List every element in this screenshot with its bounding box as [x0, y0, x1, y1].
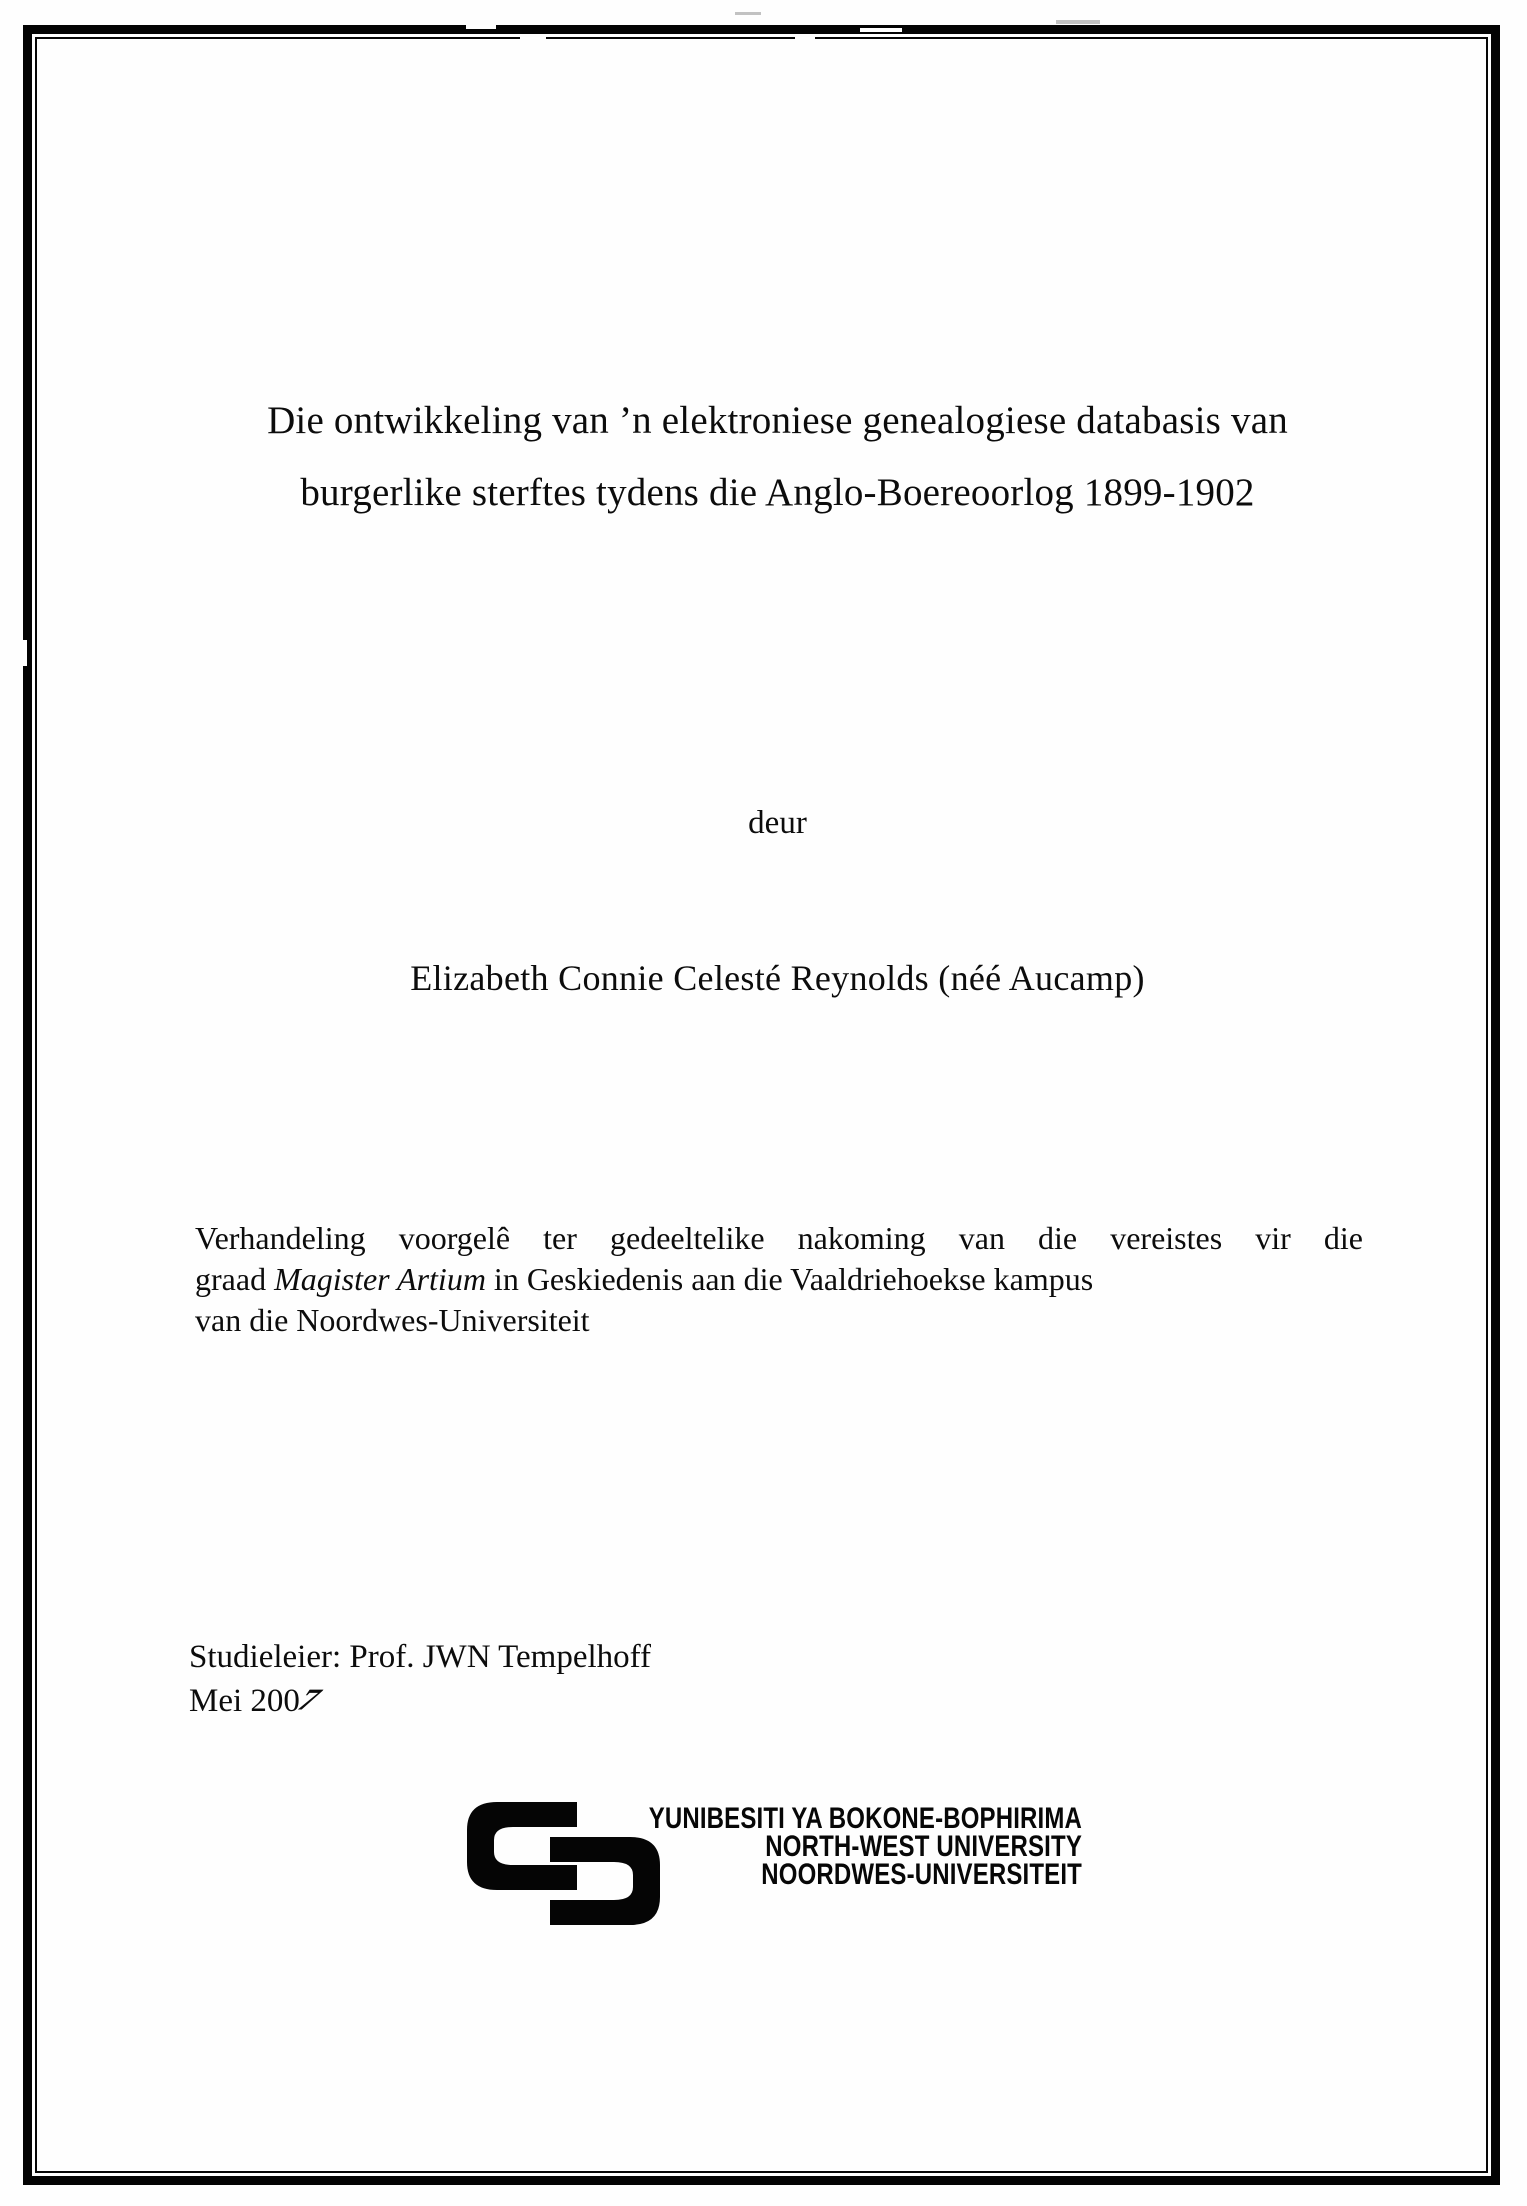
scan-artifact [466, 25, 496, 29]
page-content [37, 39, 1486, 2171]
date-last-digit: 7 [289, 1683, 329, 1717]
thesis-title [69, 385, 1486, 529]
degree-statement [195, 1218, 1363, 1341]
degree-name-italic: Magister Artium [274, 1261, 486, 1297]
page-border-outer [23, 25, 1500, 2185]
scan-artifact [860, 28, 902, 32]
byline-label: deur [748, 805, 807, 841]
date-line [189, 1679, 651, 1723]
page-border-inner [35, 37, 1488, 2173]
logo-text-setswana: YUNIBESITI YA BOKONE-BOPHIRIMA [648, 1802, 1082, 1835]
thesis-title-line-1: Die ontwikkeling van ’n elektroniese genealogiese databasis van [267, 399, 1288, 442]
supervisor-block [189, 1635, 651, 1723]
supervisor-line: Studieleier: Prof. JWN Tempelhoff [189, 1639, 652, 1675]
degree-statement-line-2-prefix: graad [195, 1261, 275, 1297]
degree-statement-line-2-suffix: in Geskiedenis aan die Vaaldriehoekse kampus [485, 1261, 1094, 1297]
university-logo-text [586, 1802, 1082, 1891]
logo-text-afrikaans: NOORDWES-UNIVERSITEIT [761, 1858, 1082, 1891]
degree-statement-line-2 [195, 1259, 1363, 1300]
scan-artifact [1056, 20, 1100, 24]
scan-artifact [520, 37, 546, 40]
scan-artifact [23, 640, 27, 666]
degree-statement-line-1: Verhandeling voorgelê ter gedeeltelike nakoming van die vereistes vir die [195, 1220, 1363, 1256]
scan-artifact [735, 12, 761, 15]
author-name: Elizabeth Connie Celesté Reynolds (néé Aucamp) [410, 958, 1145, 998]
logo-text-english: NORTH-WEST UNIVERSITY [765, 1830, 1082, 1863]
date-prefix: Mei 200 [189, 1683, 300, 1719]
degree-statement-line-3: van die Noordwes-Universiteit [195, 1302, 590, 1338]
university-logo [467, 1802, 1147, 1972]
thesis-title-line-2: burgerlike sterftes tydens die Anglo-Boereoorlog 1899-1902 [300, 471, 1255, 514]
scan-artifact [795, 37, 815, 40]
